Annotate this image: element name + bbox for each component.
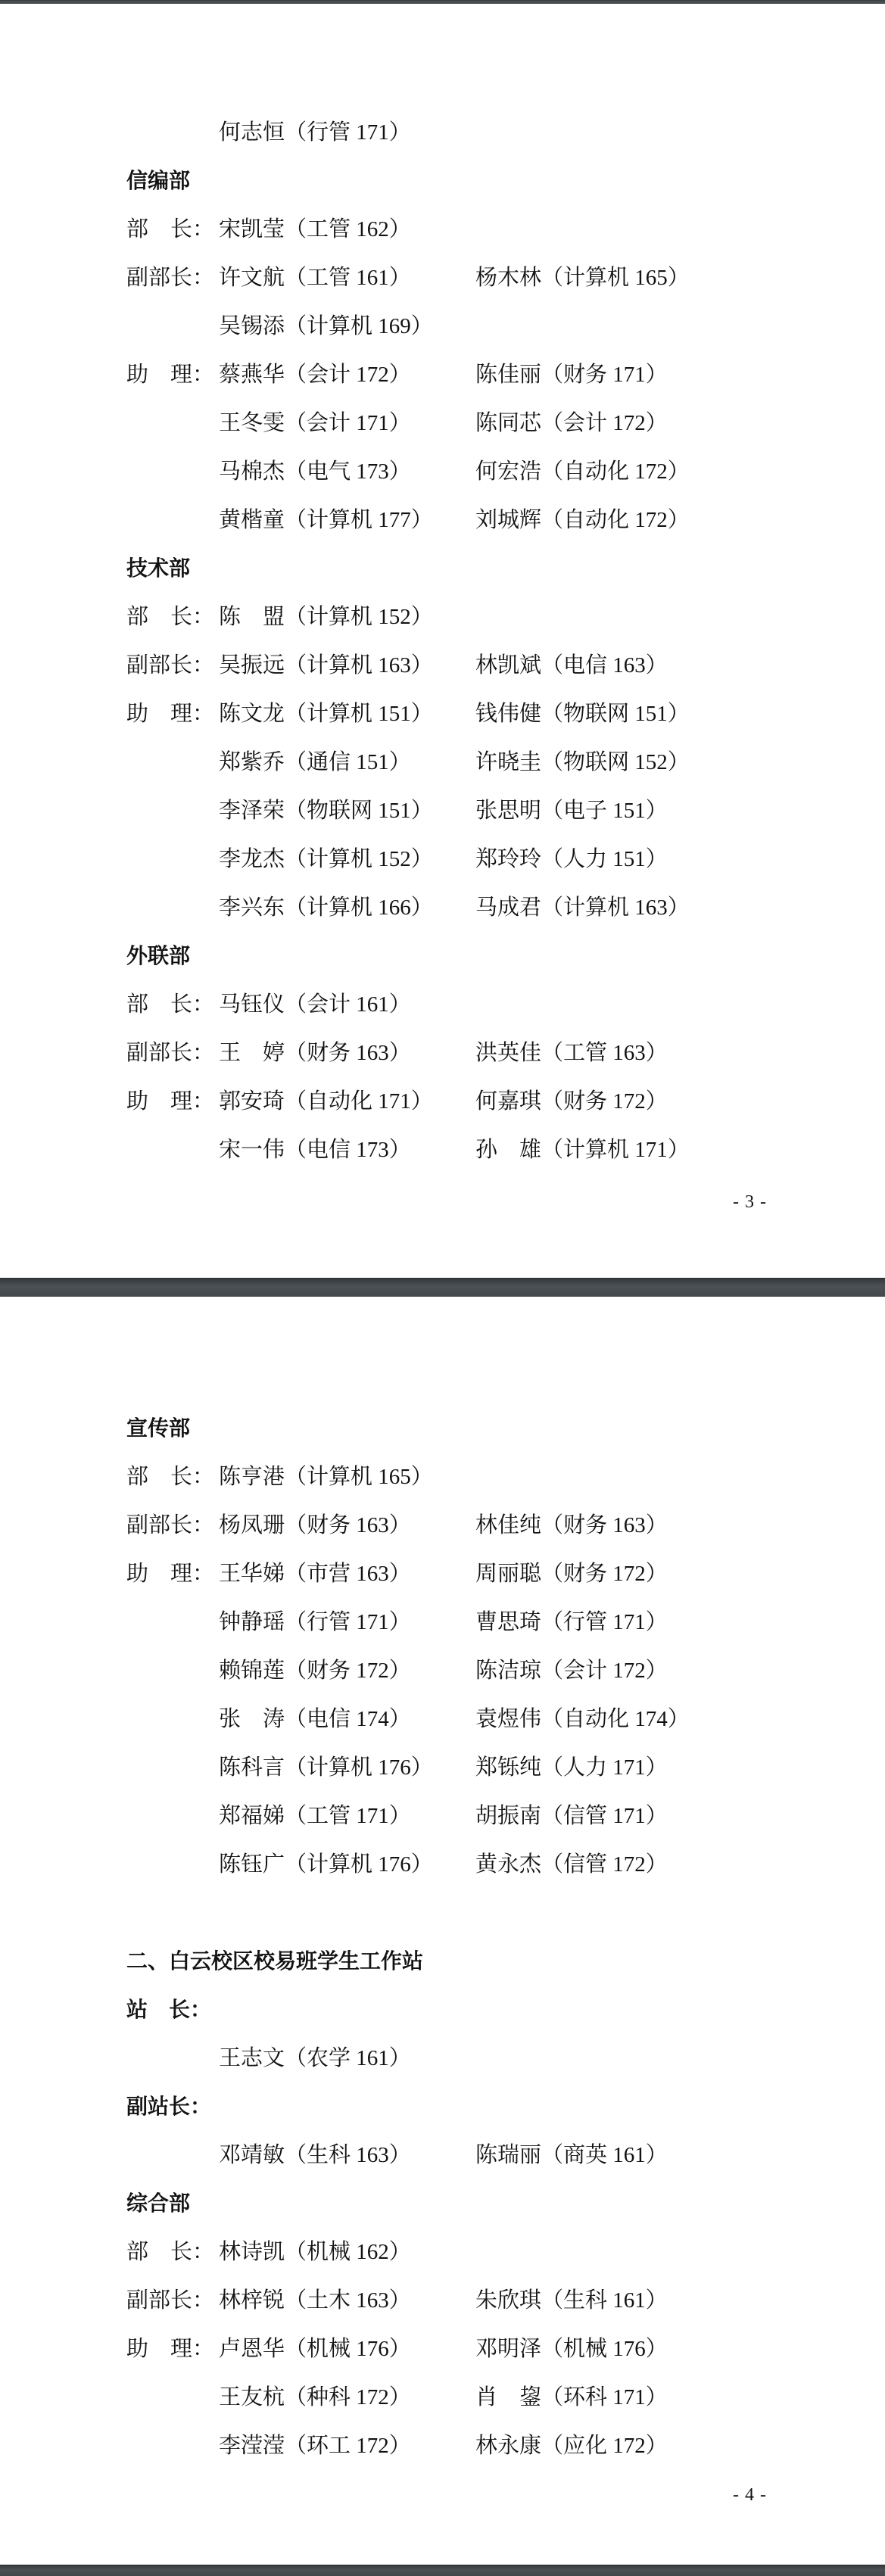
section-heading-row <box>0 1416 885 1464</box>
member-entry: 李泽荣（物联网 151） <box>219 799 433 823</box>
member-entry: 黄永杰（信管 172） <box>475 1852 668 1877</box>
directory-row <box>0 2433 885 2481</box>
member-entry: 李兴东（计算机 166） <box>219 896 433 920</box>
bottom-chrome-bar <box>0 2565 885 2576</box>
role-label: 助 理： <box>126 1562 215 1586</box>
member-entry: 黄楷童（计算机 177） <box>219 508 433 532</box>
member-entry: 林佳纯（财务 163） <box>475 1513 668 1537</box>
member-entry: 蔡燕华（会计 172） <box>219 363 411 387</box>
section-heading: 二、白云校区校易班学生工作站 <box>126 1949 424 1973</box>
section-heading-row <box>0 168 885 216</box>
section-heading: 技术部 <box>126 556 191 580</box>
member-entry: 郑福娣（工管 171） <box>219 1804 411 1828</box>
member-entry: 陈亨港（计算机 165） <box>219 1465 433 1489</box>
member-entry: 马成君（计算机 163） <box>475 896 690 920</box>
member-entry: 王 婷（财务 163） <box>219 1041 411 1065</box>
directory-row <box>0 2288 885 2336</box>
member-entry: 李龙杰（计算机 152） <box>219 847 433 871</box>
directory-row <box>0 604 885 653</box>
member-entry: 林梓锐（土木 163） <box>219 2288 411 2313</box>
section-heading-row <box>0 2191 885 2239</box>
section-heading: 信编部 <box>126 169 191 192</box>
directory-row <box>0 653 885 701</box>
page-separator-bar <box>0 1278 885 1297</box>
member-entry: 林永康（应化 172） <box>475 2434 668 2458</box>
member-entry: 杨木林（计算机 165） <box>475 266 690 290</box>
directory-row <box>0 1852 885 1900</box>
member-entry: 赖锦莲（财务 172） <box>219 1659 411 1683</box>
section-heading-row <box>0 556 885 604</box>
role-label: 助 理： <box>126 1089 215 1114</box>
member-entry: 陈同芯（会计 172） <box>475 411 668 435</box>
directory-row <box>0 749 885 798</box>
spacer-row <box>0 1900 885 1948</box>
member-entry: 林凯斌（电信 163） <box>475 653 668 677</box>
member-entry: 肖 鋆（环科 171） <box>475 2385 668 2409</box>
member-entry: 郑紫乔（通信 151） <box>219 750 411 774</box>
member-entry: 马棉杰（电气 173） <box>219 459 411 484</box>
section-heading-row <box>0 1948 885 1997</box>
member-entry: 杨凤珊（财务 163） <box>219 1513 411 1537</box>
directory-row <box>0 120 885 168</box>
directory-row <box>0 507 885 556</box>
member-entry: 邓靖敏（生科 163） <box>219 2143 411 2167</box>
directory-row <box>0 313 885 362</box>
member-entry: 陈佳丽（财务 171） <box>475 363 668 387</box>
role-label: 部 长： <box>126 605 215 629</box>
directory-row <box>0 701 885 749</box>
role-label: 站 长： <box>126 1998 212 2021</box>
member-entry: 陈洁琼（会计 172） <box>475 1659 668 1683</box>
member-entry: 许文航（工管 161） <box>219 266 411 290</box>
member-entry: 王冬雯（会计 171） <box>219 411 411 435</box>
directory-row <box>0 2142 885 2191</box>
directory-row <box>0 2045 885 2094</box>
member-entry: 胡振南（信管 171） <box>475 1804 668 1828</box>
member-entry: 林诗凯（机械 162） <box>219 2240 411 2264</box>
page-number: - 3 - <box>733 1192 767 1212</box>
member-entry: 宋凯莹（工管 162） <box>219 217 411 241</box>
member-entry: 许晓圭（物联网 152） <box>475 750 690 774</box>
member-entry: 宋一伟（电信 173） <box>219 1138 411 1162</box>
member-entry: 王志文（农学 161） <box>219 2046 411 2070</box>
member-entry: 王华娣（市营 163） <box>219 1562 411 1586</box>
directory-row <box>0 2384 885 2433</box>
member-entry: 张思明（电子 151） <box>475 799 668 823</box>
directory-row <box>0 1803 885 1852</box>
member-entry: 陈 盟（计算机 152） <box>219 605 433 629</box>
member-entry: 王友杭（种科 172） <box>219 2385 411 2409</box>
directory-row <box>0 1561 885 1609</box>
document-page-3 <box>0 4 885 1278</box>
section-heading-row <box>0 943 885 992</box>
role-label: 部 长： <box>126 2240 215 2264</box>
member-entry: 袁煜伟（自动化 174） <box>475 1707 690 1731</box>
directory-row <box>0 846 885 895</box>
role-label: 副部长： <box>126 266 215 290</box>
member-entry: 周丽聪（财务 172） <box>475 1562 668 1586</box>
role-label: 副部长： <box>126 1041 215 1065</box>
directory-row <box>0 1658 885 1706</box>
member-entry: 钟静瑶（行管 171） <box>219 1610 411 1634</box>
document-page-4 <box>0 1297 885 2565</box>
directory-row <box>0 992 885 1040</box>
directory-row <box>0 1464 885 1512</box>
directory-row <box>0 1706 885 1755</box>
directory-row <box>0 410 885 459</box>
member-entry: 张 涛（电信 174） <box>219 1707 411 1731</box>
member-entry: 何志恒（行管 171） <box>219 120 411 145</box>
member-entry: 陈文龙（计算机 151） <box>219 702 433 726</box>
section-heading: 外联部 <box>126 944 191 967</box>
directory-row <box>0 265 885 313</box>
directory-row <box>0 2094 885 2142</box>
page-rows <box>0 1416 885 2481</box>
role-label: 副部长： <box>126 2288 215 2313</box>
directory-row <box>0 362 885 410</box>
role-label: 部 长： <box>126 217 215 241</box>
directory-row <box>0 1089 885 1137</box>
section-heading: 综合部 <box>126 2191 191 2215</box>
member-entry: 郑铄纯（人力 171） <box>475 1755 668 1780</box>
role-label: 副站长： <box>126 2095 212 2118</box>
directory-row <box>0 459 885 507</box>
role-label: 助 理： <box>126 2337 215 2361</box>
member-entry: 邓明泽（机械 176） <box>475 2337 668 2361</box>
directory-row <box>0 1512 885 1561</box>
member-entry: 马钰仪（会计 161） <box>219 992 411 1017</box>
member-entry: 卢恩华（机械 176） <box>219 2337 411 2361</box>
directory-row <box>0 895 885 943</box>
role-label: 副部长： <box>126 653 215 677</box>
directory-row <box>0 216 885 265</box>
member-entry: 孙 雄（计算机 171） <box>475 1138 690 1162</box>
role-label: 助 理： <box>126 702 215 726</box>
member-entry: 郭安琦（自动化 171） <box>219 1089 433 1114</box>
member-entry: 刘城辉（自动化 172） <box>475 508 690 532</box>
member-entry: 吴振远（计算机 163） <box>219 653 433 677</box>
role-label: 助 理： <box>126 363 215 387</box>
role-label: 部 长： <box>126 1465 215 1489</box>
directory-row <box>0 1997 885 2045</box>
directory-row <box>0 798 885 846</box>
member-entry: 何宏浩（自动化 172） <box>475 459 690 484</box>
member-entry: 钱伟健（物联网 151） <box>475 702 690 726</box>
directory-row <box>0 2239 885 2288</box>
directory-row <box>0 1137 885 1185</box>
member-entry: 李滢滢（环工 172） <box>219 2434 411 2458</box>
member-entry: 何嘉琪（财务 172） <box>475 1089 668 1114</box>
member-entry: 陈瑞丽（商英 161） <box>475 2143 668 2167</box>
directory-row <box>0 1040 885 1089</box>
member-entry: 洪英佳（工管 163） <box>475 1041 668 1065</box>
member-entry: 吴锡添（计算机 169） <box>219 314 433 338</box>
member-entry: 郑玲玲（人力 151） <box>475 847 668 871</box>
member-entry: 朱欣琪（生科 161） <box>475 2288 668 2313</box>
page-rows <box>0 120 885 1185</box>
page-number: - 4 - <box>733 2485 767 2505</box>
section-heading: 宣传部 <box>126 1416 191 1440</box>
member-entry: 陈科言（计算机 176） <box>219 1755 433 1780</box>
role-label: 副部长： <box>126 1513 215 1537</box>
directory-row <box>0 1755 885 1803</box>
role-label: 部 长： <box>126 992 215 1017</box>
directory-row <box>0 2336 885 2384</box>
member-entry: 曹思琦（行管 171） <box>475 1610 668 1634</box>
member-entry: 陈钰广（计算机 176） <box>219 1852 433 1877</box>
directory-row <box>0 1609 885 1658</box>
